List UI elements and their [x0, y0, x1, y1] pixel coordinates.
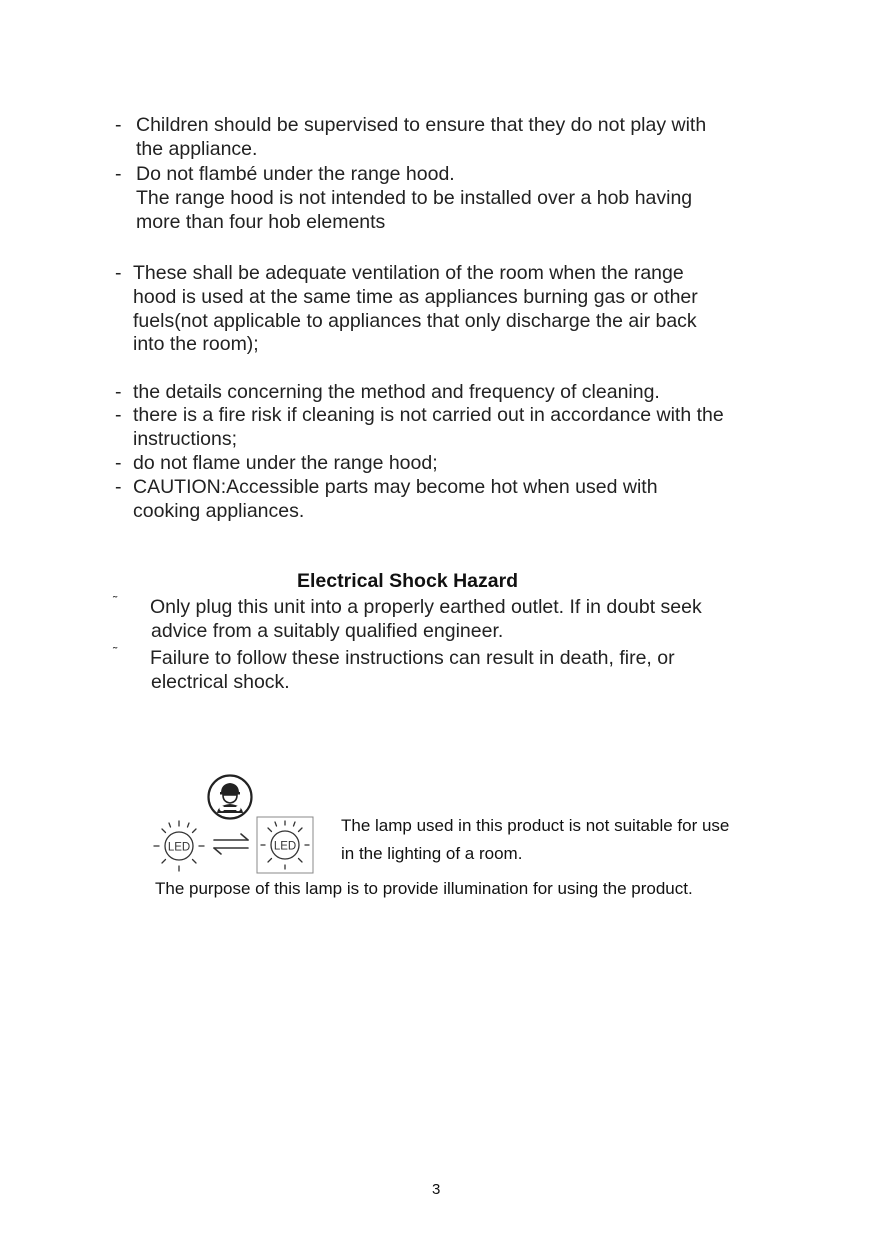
led-label: LED [273, 840, 297, 853]
list-dash: - [115, 452, 122, 474]
section-heading: Electrical Shock Hazard [297, 570, 519, 592]
exchange-arrows-icon [211, 832, 251, 856]
list-item-line: the appliance. [136, 138, 258, 160]
bullet-icon: ˜ [113, 644, 118, 659]
list-item-line: there is a fire risk if cleaning is not carried out in accordance with the [133, 404, 724, 426]
list-dash: - [115, 476, 122, 498]
technician-with-wrench-icon [206, 773, 254, 821]
list-item-line: more than four hob elements [136, 211, 386, 233]
list-item-line: fuels(not applicable to appliances that only discharge the air back [133, 310, 697, 332]
list-item-line: electrical shock. [151, 671, 290, 693]
bullet-icon: ˜ [113, 593, 118, 608]
list-item-line: Do not flambé under the range hood. [136, 163, 455, 185]
list-item-line: cooking appliances. [133, 500, 305, 522]
list-dash: - [115, 262, 122, 284]
list-item-line: advice from a suitably qualified engineer. [151, 620, 504, 642]
list-item-line: into the room); [133, 333, 259, 355]
list-item-line: the details concerning the method and frequency of cleaning. [133, 381, 660, 403]
list-dash: - [115, 381, 122, 403]
list-item-line: Children should be supervised to ensure that they do not play with [136, 114, 707, 136]
list-item-line: These shall be adequate ventilation of the room when the range [133, 262, 684, 284]
list-item-line: hood is used at the same time as appliances burning gas or other [133, 286, 698, 308]
led-label: LED [167, 841, 191, 854]
list-item-line: do not flame under the range hood; [133, 452, 438, 474]
list-item-line: The range hood is not intended to be installed over a hob having [136, 187, 693, 209]
lamp-notice-line: in the lighting of a room. [341, 844, 523, 863]
list-dash: - [115, 114, 122, 136]
list-item-line: instructions; [133, 428, 238, 450]
list-dash: - [115, 163, 122, 185]
lamp-purpose-text: The purpose of this lamp is to provide illumination for using the product. [155, 879, 693, 898]
led-lamp-icon [256, 816, 314, 874]
list-item-line: CAUTION:Accessible parts may become hot when used with [133, 476, 658, 498]
page-number: 3 [432, 1181, 441, 1198]
list-item-line: Failure to follow these instructions can result in death, fire, or [150, 647, 675, 669]
list-item-line: Only plug this unit into a properly earthed outlet. If in doubt seek [150, 596, 702, 618]
lamp-notice-line: The lamp used in this product is not suitable for use [341, 816, 730, 835]
list-dash: - [115, 404, 122, 426]
led-lamp-icon [151, 818, 207, 874]
